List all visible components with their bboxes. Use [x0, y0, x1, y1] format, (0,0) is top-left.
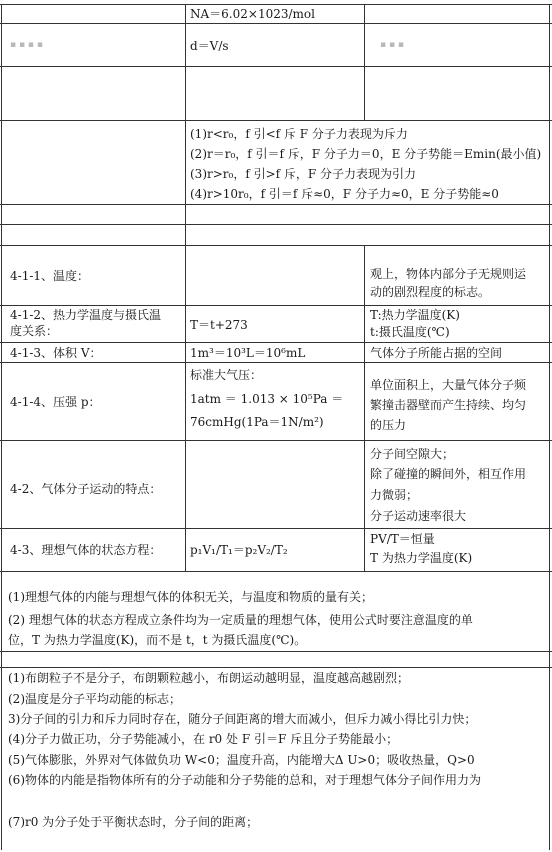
col-rule	[364, 4, 365, 120]
ideal-gas-formula: p₁V₁/T₁＝p₂V₂/T₂	[190, 543, 288, 557]
pressure-desc-3: 的压力	[370, 418, 407, 432]
note-2-line-1: (1)布朗粒子不是分子，布朗颗粒越小，布朗运动越明显，温度越高越剧烈；	[8, 671, 410, 685]
note-1-line-3: 位，T 为热力学温度(K)，而不是 t，t 为摄氏温度(℃)。	[8, 633, 307, 647]
pressure-desc-2: 繁撞击器壁而产生持续、均匀	[370, 398, 527, 412]
volume-formula: 1m³＝10³L＝10⁶mL	[190, 346, 306, 360]
thermo-formula: T＝t+273	[190, 318, 248, 332]
pressure-desc-1: 单位面积上，大量气体分子频	[370, 378, 527, 392]
temp-label: 4-1-1、温度：	[10, 269, 90, 283]
rule	[0, 528, 552, 529]
note-2-line-3: 3)分子间的引力和斥力同时存在，随分子间距离的增大而减小，但斥力减小得比引力快；	[8, 712, 477, 726]
rule	[0, 667, 552, 668]
note-2-line-2: (2)温度是分子平均动能的标志；	[8, 692, 181, 706]
thermo-desc-1: T:热力学温度(K)	[370, 308, 460, 322]
col-rule	[185, 4, 186, 245]
note-2-line-5: (5)气体膨胀，外界对气体做负功 W<0；温度升高，内能增大Δ U>0；吸收热量，Q>0	[8, 753, 475, 767]
temp-desc-2: 动的剧烈程度的标志。	[370, 285, 491, 299]
pressure-formula-2: 1atm ＝ 1.013 × 10⁵Pa ＝	[190, 392, 344, 406]
faded-text: ▪ ▪ ▪	[380, 40, 405, 50]
volume-label: 4-1-3、体积 V：	[10, 346, 102, 360]
rule	[0, 23, 552, 24]
rule	[0, 571, 552, 572]
rule	[0, 342, 552, 343]
gas-motion-desc-3: 力微弱；	[370, 488, 419, 502]
pressure-label: 4-1-4、压强 p：	[10, 395, 101, 409]
rule	[0, 305, 552, 306]
rule	[0, 120, 552, 121]
temp-desc-1: 观上，物体内部分子无规则运	[370, 267, 527, 281]
rule	[0, 66, 552, 67]
gas-motion-desc-4: 分子运动速率很大	[370, 509, 467, 523]
ideal-gas-label: 4-3、理想气体的状态方程：	[10, 543, 162, 557]
force-line-3: (3)r>r₀，f 引>f 斥，F 分子力表现为引力	[190, 167, 417, 181]
ideal-gas-desc-2: T 为热力学温度(K)	[370, 551, 473, 565]
col-rule	[364, 245, 365, 571]
volume-desc: 气体分子所能占据的空间	[370, 346, 503, 360]
na-formula: NA＝6.02×1023/mol	[190, 7, 315, 21]
rule	[0, 245, 552, 246]
col-rule	[1, 4, 2, 850]
note-2-line-7: (7)r0 为分子处于平衡状态时，分子间的距离；	[8, 815, 259, 829]
pressure-formula-1: 标准大气压：	[190, 368, 263, 382]
note-2-line-4: (4)分子力做正功，分子势能减小，在 r0 处 F 引＝F 斥且分子势能最小；	[8, 732, 399, 746]
force-line-4: (4)r>10r₀，f 引＝f 斥≈0，F 分子力≈0，E 分子势能≈0	[190, 187, 499, 201]
d-formula: d＝V/s	[190, 39, 229, 53]
col-rule	[185, 245, 186, 571]
pressure-formula-3: 76cmHg(1Pa＝1N/m²)	[190, 415, 324, 429]
rule	[0, 4, 552, 5]
gas-motion-desc-2: 除了碰撞的瞬间外，相互作用	[370, 467, 527, 481]
note-2-line-6: (6)物体的内能是指物体所有的分子动能和分子势能的总和，对于理想气体分子间作用力为	[8, 773, 482, 787]
thermo-label-2: 度关系：	[10, 324, 59, 338]
rule	[0, 440, 552, 441]
rule	[0, 362, 552, 363]
faded-text: ▪ ▪ ▪ ▪	[10, 40, 43, 50]
rule	[0, 651, 552, 652]
rule	[0, 224, 552, 225]
thermo-label-1: 4-1-2、热力学温度与摄氏温	[10, 308, 162, 322]
gas-motion-label: 4-2、气体分子运动的特点：	[10, 482, 162, 496]
force-line-1: (1)r<r₀，f 引<f 斥 F 分子力表现为斥力	[190, 127, 408, 141]
ideal-gas-desc-1: PV/T＝恒量	[370, 532, 435, 546]
gas-motion-desc-1: 分子间空隙大；	[370, 447, 455, 461]
thermo-desc-2: t:摄氏温度(℃)	[370, 325, 450, 339]
force-line-2: (2)r＝r₀，f 引＝f 斥，F 分子力＝0，E 分子势能＝Emin(最小值)	[190, 147, 542, 161]
rule	[0, 204, 552, 205]
note-1-line-2: (2) 理想气体的状态方程成立条件均为一定质量的理想气体，使用公式时要注意温度的单	[8, 613, 473, 627]
col-rule	[549, 4, 550, 850]
note-1-line-1: (1)理想气体的内能与理想气体的体积无关，与温度和物质的量有关；	[8, 590, 374, 604]
